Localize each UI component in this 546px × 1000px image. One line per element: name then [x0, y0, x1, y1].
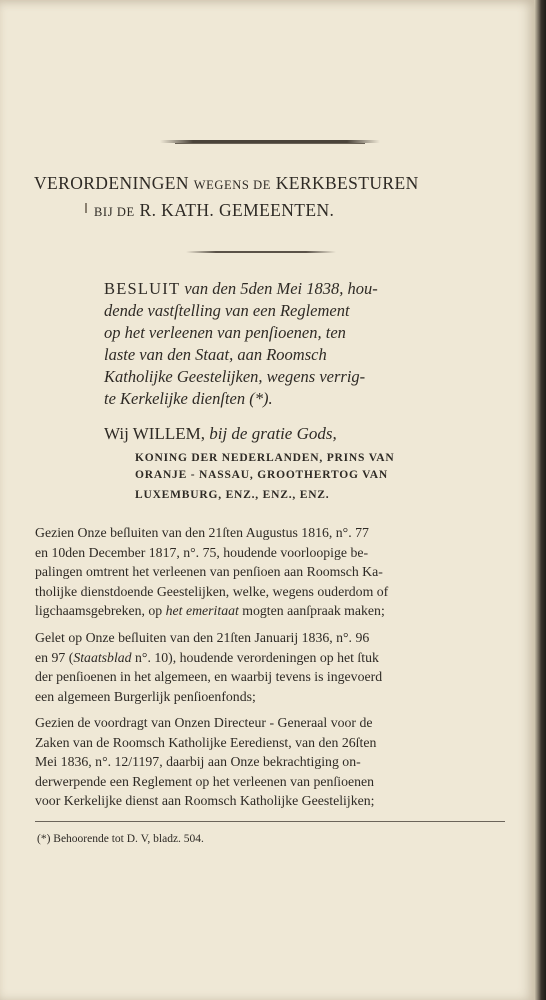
paragraph-3: [35, 713, 505, 811]
heading-word-kerkbesturen: KERKBESTUREN: [275, 173, 419, 193]
paragraph-2-line-3: der penſioenen in het algemeen, en waarbij tevens is ingevoerd: [35, 669, 383, 684]
paragraph-2-line-4: een algemeen Burgerlijk penſioenfonds;: [35, 688, 256, 704]
paragraph-1-line-4: tholijke dienstdoende Geestelijken, welke, wegens ouderdom of: [35, 583, 389, 599]
paragraph-2-line-2-a: en 97 (: [35, 649, 74, 665]
decree-line-2: dende vastſtelling van een Reglement: [104, 301, 350, 320]
decree-first-word: BESLUIT: [104, 279, 181, 298]
paragraph-2-staatsblad: Staatsblad: [73, 649, 132, 665]
proclamation-wij: Wij WILLEM,: [104, 424, 210, 443]
paragraph-1-line-2: en 10den December 1817, n°. 75, houdende voorloopige be-: [35, 544, 369, 560]
paragraph-2-line-2-b: n°. 10), houdende verordeningen op het ſtuk: [131, 649, 379, 665]
footnote: (*) Behoorende tot D. V, bladz. 504.: [37, 833, 204, 845]
footnote-rule: [35, 821, 505, 822]
decree-line-4: laste van den Staat, aan Roomsch: [104, 345, 327, 364]
paragraph-2: [35, 628, 505, 706]
proclamation-gratie: bij de gratie Gods,: [209, 424, 337, 443]
decree-line-5: Katholijke Geestelijken, wegens verrig-: [104, 367, 366, 386]
proclamation-opening: [104, 424, 524, 444]
decree-line-1-rest: van den 5den Mei 1838, hou-: [180, 279, 378, 298]
paragraph-3-line-5: voor Kerkelijke dienst aan Roomsch Katholijke Geestelijken;: [35, 793, 375, 808]
proclamation-titles-2: ORANJE - NASSAU, GROOTHERTOG VAN: [135, 469, 388, 481]
paragraph-2-line-1: Gelet op Onze beſluiten van den 21ſten Januarij 1836, n°. 96: [35, 630, 370, 645]
proclamation-titles-1: KONING DER NEDERLANDEN, PRINS VAN: [135, 452, 395, 464]
paragraph-1-line-1: Gezien Onze beſluiten van den 21ſten Augustus 1816, n°. 77: [35, 525, 369, 540]
paragraph-2-line-2: [35, 648, 505, 668]
decree-title: [104, 278, 504, 410]
paragraph-3-line-4: derwerpende een Reglement op het verleenen van penſioenen: [35, 773, 375, 789]
decree-line-6: te Kerkelijke dienſten (*).: [104, 389, 273, 408]
page-edge-shadow: [534, 0, 546, 1000]
heading-line-2: [94, 200, 394, 221]
decorative-rule-top-thin: [175, 143, 365, 144]
paragraph-1-line-3: palingen omtrent het verleenen van penſioen aan Roomsch Ka-: [35, 564, 383, 579]
paragraph-1-emeritaat: het emeritaat: [165, 603, 239, 618]
heading-word-verordeningen: VERORDENINGEN: [34, 173, 189, 193]
paragraph-3-line-1: Gezien de voordragt van Onzen Directeur - Generaal voor de: [35, 715, 373, 730]
heading-word-wegens-de: WEGENS DE: [193, 178, 271, 192]
heading-word-rkath: R. KATH. GEMEENTEN.: [139, 200, 335, 220]
paragraph-1-line-5: [35, 601, 505, 621]
heading-word-bij-de: BIJ DE: [94, 205, 135, 219]
paragraph-1-line-5-a: ligchaamsgebreken, op: [35, 603, 166, 618]
decree-line-1: [104, 278, 504, 300]
paragraph-1-line-5-b: mogten aanſpraak maken;: [238, 603, 385, 618]
proclamation-titles-3: LUXEMBURG, ENZ., ENZ., ENZ.: [135, 489, 330, 501]
paragraph-3-line-3: Mei 1836, n°. 12/1197, daarbij aan Onze bekrachtiging on-: [35, 754, 361, 769]
heading-line-1: [34, 173, 494, 194]
ink-mark: [85, 203, 87, 213]
paragraph-1: [35, 523, 505, 621]
decorative-rule-middle: [186, 251, 336, 253]
decree-line-3: op het verleenen van penſioenen, ten: [104, 323, 346, 342]
paragraph-3-line-2: Zaken van de Roomsch Katholijke Eeredienst, van den 26ſten: [35, 734, 377, 750]
